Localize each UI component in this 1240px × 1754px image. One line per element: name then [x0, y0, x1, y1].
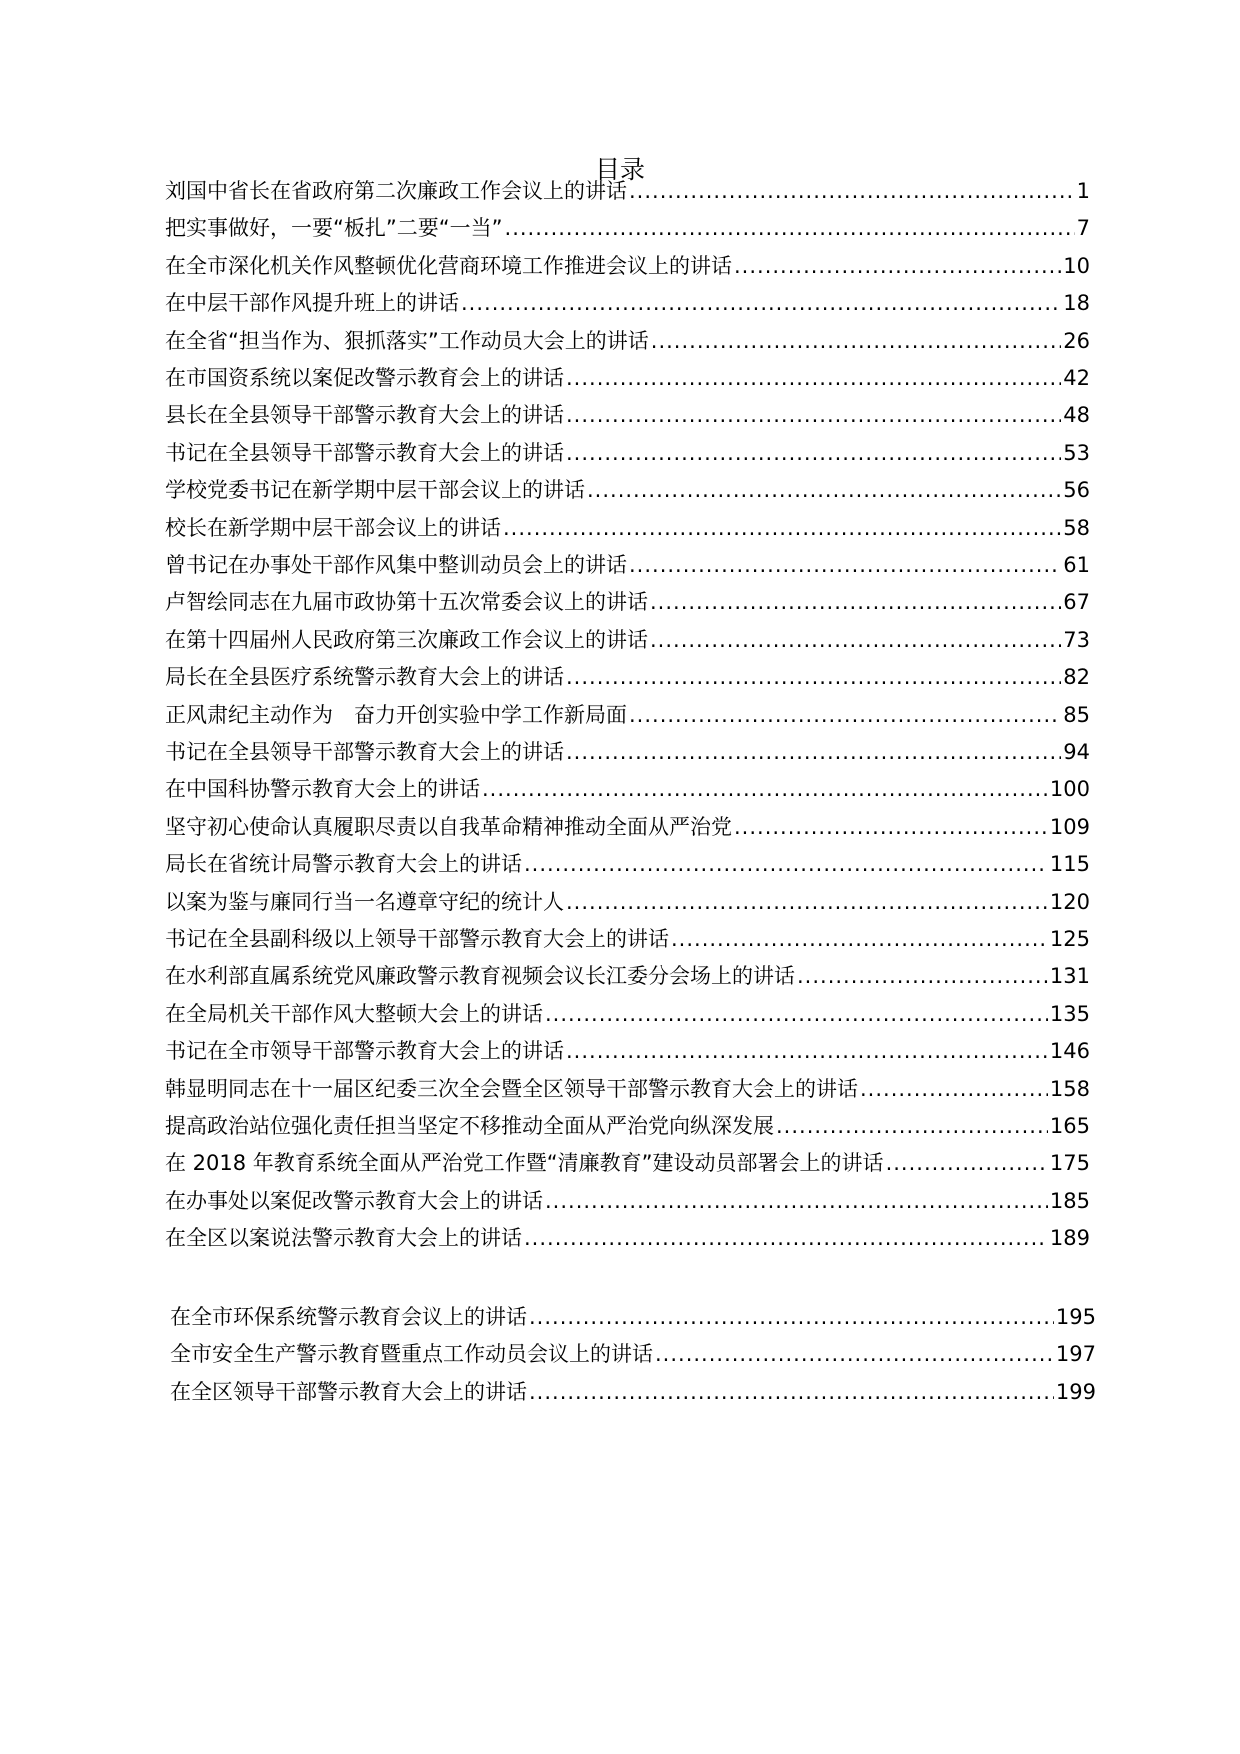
toc-entry-title: 在水利部直属系统党风廉政警示教育视频会议长江委分会场上的讲话: [165, 964, 795, 989]
toc-entry[interactable]: [165, 662, 1090, 692]
toc-entry-page-number: 10: [1063, 253, 1090, 278]
toc-dot-leader: [529, 1377, 1054, 1407]
toc-entry-title: 书记在全市领导干部警示教育大会上的讲话: [165, 1039, 564, 1064]
toc-entry[interactable]: [165, 1223, 1090, 1253]
toc-entry-page-number: 26: [1063, 328, 1090, 353]
toc-entry[interactable]: [165, 587, 1090, 617]
toc-dot-leader: [651, 326, 1062, 356]
toc-entry-page-number: 94: [1063, 740, 1090, 764]
toc-dot-leader: [524, 1223, 1048, 1253]
toc-entry-title: 在第十四届州人民政府第三次廉政工作会议上的讲话: [165, 627, 648, 652]
toc-entry-page-number: 185: [1049, 1188, 1090, 1213]
toc-entry[interactable]: [165, 849, 1090, 879]
toc-entry-page-number: 175: [1049, 1151, 1090, 1176]
toc-entry[interactable]: [165, 999, 1090, 1029]
toc-entry-title: 校长在新学期中层干部会议上的讲话: [165, 515, 501, 540]
toc-dot-leader: [529, 1302, 1054, 1332]
toc-entry-title: 坚守初心使命认真履职尽责以自我革命精神推动全面从严治党: [165, 814, 732, 839]
toc-dot-leader: [797, 961, 1048, 991]
toc-entry-page-number: 85: [1063, 702, 1090, 727]
toc-entry[interactable]: [165, 438, 1090, 468]
toc-entry-title: 在中层干部作风提升班上的讲话: [165, 291, 459, 316]
toc-dot-leader: [650, 625, 1061, 655]
toc-dot-leader: [566, 737, 1061, 767]
toc-dot-leader: [545, 999, 1048, 1029]
toc-entry-title: 县长在全县领导干部警示教育大会上的讲话: [165, 403, 564, 428]
toc-dot-leader: [545, 1186, 1048, 1216]
toc-entry-title: 把实事做好，一要“板扎”二要“一当”: [165, 216, 503, 241]
toc-entry-title: 在全区以案说法警示教育大会上的讲话: [165, 1226, 522, 1251]
toc-entry[interactable]: [165, 961, 1090, 991]
toc-entry-page-number: 125: [1049, 927, 1090, 951]
toc-dot-leader: [655, 1339, 1054, 1369]
toc-entry-title: 书记在全县领导干部警示教育大会上的讲话: [165, 740, 564, 764]
toc-entry-title: 局长在全县医疗系统警示教育大会上的讲话: [165, 665, 564, 690]
toc-dot-leader: [629, 176, 1075, 206]
toc-entry-page-number: 42: [1063, 366, 1090, 390]
toc-entry[interactable]: [165, 812, 1090, 842]
toc-entry[interactable]: [165, 363, 1090, 393]
toc-entry-title: 在市国资系统以案促改警示教育会上的讲话: [165, 366, 564, 390]
toc-entry[interactable]: [165, 288, 1090, 318]
toc-entry-page-number: 131: [1049, 964, 1090, 989]
toc-entry[interactable]: [165, 1074, 1090, 1104]
toc-entry[interactable]: [165, 513, 1090, 543]
toc-dot-leader: [587, 475, 1061, 505]
toc-entry-page-number: 48: [1063, 403, 1090, 428]
toc-dot-leader: [566, 400, 1061, 430]
toc-entry[interactable]: [165, 326, 1090, 356]
toc-entry-page-number: 67: [1063, 590, 1090, 615]
toc-dot-leader: [566, 887, 1048, 917]
toc-entry-title: 在办事处以案促改警示教育大会上的讲话: [165, 1188, 543, 1213]
toc-entry[interactable]: [170, 1302, 1096, 1332]
toc-entry-title: 局长在省统计局警示教育大会上的讲话: [165, 852, 522, 877]
toc-entry[interactable]: [165, 1186, 1090, 1216]
toc-dot-leader: [524, 849, 1048, 879]
toc-entry-page-number: 82: [1063, 665, 1090, 690]
toc-entry-page-number: 100: [1049, 777, 1090, 802]
toc-entry-page-number: 165: [1049, 1114, 1090, 1138]
toc-dot-leader: [629, 550, 1061, 580]
toc-entry-page-number: 73: [1063, 627, 1090, 652]
toc-entry-title: 刘国中省长在省政府第二次廉政工作会议上的讲话: [165, 179, 627, 203]
toc-entry[interactable]: [165, 475, 1090, 505]
toc-entry[interactable]: [165, 924, 1090, 954]
toc-entry-page-number: 7: [1076, 216, 1090, 241]
toc-entry-title: 正风肃纪主动作为 奋力开创实验中学工作新局面: [165, 702, 627, 727]
toc-entry-title: 在全区领导干部警示教育大会上的讲话: [170, 1379, 527, 1404]
toc-dot-leader: [671, 924, 1048, 954]
toc-entry-page-number: 115: [1049, 852, 1090, 877]
toc-dot-leader: [629, 700, 1061, 730]
toc-dot-leader: [482, 774, 1048, 804]
toc-dot-leader: [734, 812, 1048, 842]
toc-dot-leader: [860, 1074, 1048, 1104]
toc-dot-leader: [650, 587, 1061, 617]
toc-entry-page-number: 189: [1049, 1226, 1090, 1251]
toc-entry-page-number: 197: [1055, 1342, 1096, 1367]
toc-dot-leader: [461, 288, 1061, 318]
toc-entry[interactable]: [165, 400, 1090, 430]
toc-dot-leader: [503, 513, 1061, 543]
toc-entry-title: 韩显明同志在十一届区纪委三次全会暨全区领导干部警示教育大会上的讲话: [165, 1076, 858, 1101]
toc-entry[interactable]: [170, 1377, 1096, 1407]
toc-entry-title: 提高政治站位强化责任担当坚定不移推动全面从严治党向纵深发展: [165, 1114, 774, 1138]
toc-entry-page-number: 195: [1055, 1305, 1096, 1329]
toc-entry-page-number: 53: [1063, 440, 1090, 465]
toc-entry-title: 全市安全生产警示教育暨重点工作动员会议上的讲话: [170, 1342, 653, 1367]
toc-entry-page-number: 146: [1049, 1039, 1090, 1064]
toc-entry-title: 以案为鉴与廉同行当一名遵章守纪的统计人: [165, 889, 564, 914]
toc-entry[interactable]: [165, 1036, 1090, 1066]
toc-entry-title: 曾书记在办事处干部作风集中整训动员会上的讲话: [165, 553, 627, 577]
toc-entry-title: 在全市深化机关作风整顿优化营商环境工作推进会议上的讲话: [165, 253, 732, 278]
toc-entry[interactable]: [165, 700, 1090, 730]
toc-entry-title: 在 2018 年教育系统全面从严治党工作暨“清廉教育”建设动员部署会上的讲话: [165, 1151, 884, 1176]
toc-entry-page-number: 120: [1049, 889, 1090, 914]
toc-entry-title: 书记在全县副科级以上领导干部警示教育大会上的讲话: [165, 927, 669, 951]
toc-entry-page-number: 56: [1063, 478, 1090, 503]
toc-dot-leader: [566, 1036, 1048, 1066]
toc-entry-page-number: 58: [1063, 515, 1090, 540]
toc-entry-title: 学校党委书记在新学期中层干部会议上的讲话: [165, 478, 585, 503]
toc-entry[interactable]: [165, 1148, 1090, 1178]
toc-entry[interactable]: [165, 176, 1090, 206]
toc-entry-title: 书记在全县领导干部警示教育大会上的讲话: [165, 440, 564, 465]
toc-entry[interactable]: [165, 774, 1090, 804]
toc-entry-title: 在中国科协警示教育大会上的讲话: [165, 777, 480, 802]
toc-entry-page-number: 199: [1055, 1379, 1096, 1404]
toc-entry-title: 卢智绘同志在九届市政协第十五次常委会议上的讲话: [165, 590, 648, 615]
toc-entry[interactable]: [165, 737, 1090, 767]
toc-entry-page-number: 109: [1049, 814, 1090, 839]
toc-heading: 目录: [594, 155, 645, 184]
toc-dot-leader: [505, 213, 1075, 243]
toc-dot-leader: [566, 438, 1061, 468]
toc-entry-page-number: 61: [1063, 553, 1090, 577]
toc-entry[interactable]: [165, 625, 1090, 655]
toc-dot-leader: [566, 363, 1061, 393]
toc-entry-page-number: 158: [1049, 1076, 1090, 1101]
toc-entry-page-number: 135: [1049, 1001, 1090, 1026]
toc-entry-title: 在全局机关干部作风大整顿大会上的讲话: [165, 1001, 543, 1026]
toc-entry-title: 在全省“担当作为、狠抓落实”工作动员大会上的讲话: [165, 328, 649, 353]
toc-entry[interactable]: [165, 550, 1090, 580]
toc-entry[interactable]: [165, 887, 1090, 917]
toc-entry-page-number: 1: [1076, 179, 1090, 203]
toc-entry-page-number: 18: [1063, 291, 1090, 316]
toc-dot-leader: [886, 1148, 1048, 1178]
toc-dot-leader: [566, 662, 1061, 692]
toc-entry[interactable]: [165, 251, 1090, 281]
toc-entry-title: 在全市环保系统警示教育会议上的讲话: [170, 1305, 527, 1329]
toc-dot-leader: [734, 251, 1061, 281]
toc-entry[interactable]: [165, 1111, 1090, 1141]
toc-entry[interactable]: [165, 213, 1090, 243]
toc-dot-leader: [776, 1111, 1048, 1141]
toc-entry[interactable]: [170, 1339, 1096, 1369]
